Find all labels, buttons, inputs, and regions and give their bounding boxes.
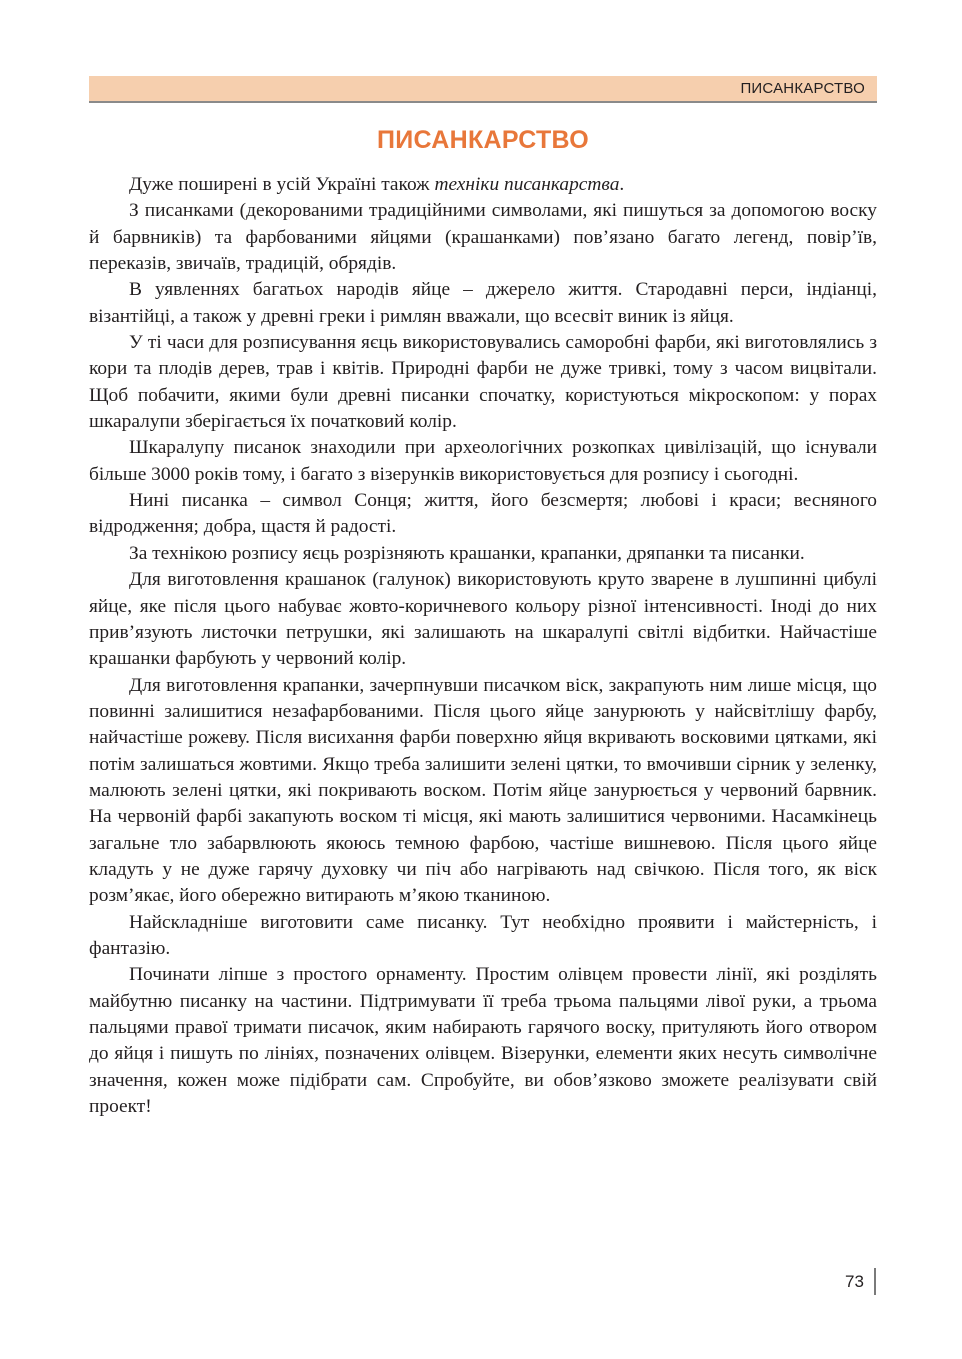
- running-header-title: ПИСАНКАРСТВО: [740, 80, 865, 97]
- paragraph: В уявленнях багатьох народів яйце – джерело життя. Стародавні перси, індіанці, візантійці, а також у древні греки і римлян вважали, що всесвіт виник із яйця.: [89, 279, 877, 327]
- paragraph: Для виготовлення крашанок (галунок) використовують круто зварене в лушпинні цибулі яйце, яке після цього набуває жовто-коричневого кольору різної інтенсивності. Іноді до них прив’язують листочки петрушки, які залишають на шкаралупі світлі відбитки. Найчастіше крашанки фарбують у червоний колір.: [89, 569, 877, 670]
- running-header: [89, 76, 877, 103]
- page-title: ПИСАНКАРСТВО: [376, 126, 590, 154]
- paragraph: Для виготовлення крапанки, зачерпнувши писачком віск, закрапують ним лише місця, що повинні залишитися незафарбованими. Після цього яйце занурюють у найсвітлішу фарбу, найчастіше рожеву. Після висихання фарби поверхню яйця вкривають восковими цятками, які потім залишаться жовтими. Якщо треба залишити зелені цятки, то вмочивши сірник у зеленку, малюють зелені цятки, які покривають воском. Потім яйце занурюється у червоний барвник. На червоній фарбі закапують воском ті місця, які мають залишитися червоними. Насамкінець загальне тло забарвлюють якоюсь темною фарбою, частіше вишневою. Після цього яйце кладуть у не дуже гарячу духовку чи піч або нагрівають над свічкою. Після того, як віск розм’якає, його обережно витирають м’якою тканиною.: [89, 674, 877, 907]
- paragraph: Нині писанка – символ Сонця; життя, його безсмертя; любові і краси; весняного відродження; добра, щастя й радості.: [89, 490, 877, 538]
- paragraph: Починати ліпше з простого орнаменту. Простим олівцем провести лінії, які розділять майбутню писанку на частини. Підтримувати її треба трьома пальцями лівої руки, а трьома пальцями правої тримати писачок, яким набирають гарячого воску, притуляють його отвором до яйця і пишуть по лініях, позначених олівцем. Візерунки, елементи яких несуть символічне значення, кожен може підібрати сам. Спробуйте, ви обов’язково зможете реалізувати свій проект!: [89, 964, 877, 1118]
- article-body: [89, 172, 877, 1120]
- paragraph-text: Дуже поширені в усій Україні також: [129, 174, 435, 195]
- page-number-divider: [874, 1268, 876, 1295]
- page-number: 73: [845, 1272, 864, 1291]
- paragraph: З писанками (декорованими традиційними символами, які пишуться за допомогою воску й барвників) та фарбованими яйцями (крашанками) пов’язано багато легенд, повір’їв, переказів, звичаїв, традицій, обрядів.: [89, 200, 877, 275]
- paragraph: Найскладніше виготовити саме писанку. Тут необхідно проявити і майстерність, і фантазію.: [89, 911, 877, 959]
- paragraph: [89, 172, 877, 198]
- emphasis-text: техніки писанкарства: [434, 174, 620, 195]
- paragraph: За технікою розпису яєць розрізняють крашанки, крапанки, дряпанки та писанки.: [129, 542, 805, 564]
- paragraph: У ті часи для розписування яєць використовувались саморобні фарби, які виготовлялись з кори та плодів дерев, трав і квітів. Природні фарби не дуже тривкі, тому з часом вицвітали. Щоб побачити, якими були древні писанки спочатку, користуються мікроскопом: у порах шкаралупи зберігається їх початковий колір.: [89, 332, 877, 433]
- paragraph: Шкаралупу писанок знаходили при археологічних розкопках цивілізацій, що існували більше 3000 років тому, і багато з візерунків використовується для розпису і сьогодні.: [89, 437, 877, 485]
- paragraph-text: .: [619, 174, 625, 195]
